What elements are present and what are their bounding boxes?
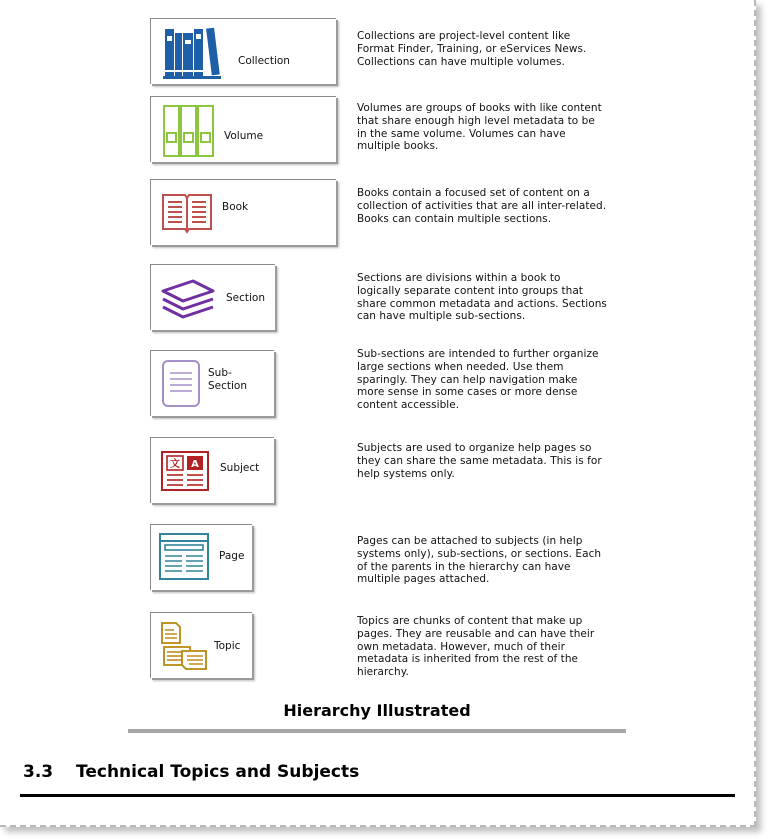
subject-label: Subject bbox=[220, 462, 260, 474]
volume-box bbox=[150, 96, 336, 162]
sub-section-description: Sub-sections are intended to further organize large sections when needed. Use them sparingly. They can help navigation make more sense in some cases or more dense content accessible. bbox=[357, 348, 599, 412]
volume-label: Volume bbox=[224, 130, 264, 142]
subject-box bbox=[150, 437, 274, 503]
collection-label: Collection bbox=[238, 55, 290, 67]
document-icon bbox=[159, 359, 203, 409]
book-description: Books contain a focused set of content on a collection of activities that are all inter-related. Books can contain multiple sections. bbox=[357, 187, 607, 225]
page-box bbox=[150, 524, 252, 590]
section-box bbox=[150, 264, 275, 330]
web-page-icon bbox=[158, 532, 210, 582]
section-description: Sections are divisions within a book to logically separate content into groups that share common metadata and actions. Sections can have multiple sub-sections. bbox=[357, 272, 607, 323]
sub-section-label bbox=[208, 367, 247, 393]
book-box bbox=[150, 179, 336, 245]
open-book-icon bbox=[161, 191, 213, 235]
collection-box bbox=[150, 18, 336, 84]
svg-text:文: 文 bbox=[170, 459, 180, 470]
section-number: 3.3 bbox=[23, 762, 54, 782]
caption-rule bbox=[128, 729, 626, 733]
topic-box bbox=[150, 612, 252, 678]
section-heading bbox=[23, 762, 359, 782]
subject-description: Subjects are used to organize help pages so they can share the same metadata. This is for help systems only. bbox=[357, 442, 602, 480]
section-rule bbox=[20, 794, 735, 797]
book-label: Book bbox=[222, 201, 249, 213]
translation-icon bbox=[160, 450, 210, 492]
volume-description: Volumes are groups of books with like content that share enough high level metadata to be in the same volume. Volumes can have multiple books. bbox=[357, 102, 602, 153]
books-icon bbox=[163, 24, 229, 80]
layers-icon bbox=[159, 277, 217, 321]
sub-section-label-line2: Section bbox=[208, 380, 248, 392]
sub-section-label-line1: Sub- bbox=[208, 367, 232, 379]
figure-caption: Hierarchy Illustrated bbox=[283, 701, 471, 720]
collection-description: Collections are project-level content like Format Finder, Training, or eServices News. Collections can have multiple volumes. bbox=[357, 30, 587, 68]
topic-description: Topics are chunks of content that make up pages. They are reusable and can have their own metadata. However, much of their metadata is inherited from the rest of the hierarchy. bbox=[357, 615, 595, 679]
binders-icon bbox=[163, 105, 217, 159]
page-description: Pages can be attached to subjects (in help systems only), sub-sections, or sections. Each of the parents in the hierarchy can have multiple pages attached. bbox=[357, 535, 602, 586]
section-title: Technical Topics and Subjects bbox=[76, 762, 360, 782]
topic-notes-icon bbox=[160, 621, 210, 673]
topic-label: Topic bbox=[214, 640, 241, 652]
page-label: Page bbox=[219, 550, 245, 562]
svg-text:A: A bbox=[191, 459, 199, 470]
section-label: Section bbox=[226, 292, 266, 304]
sub-section-box bbox=[150, 350, 274, 416]
